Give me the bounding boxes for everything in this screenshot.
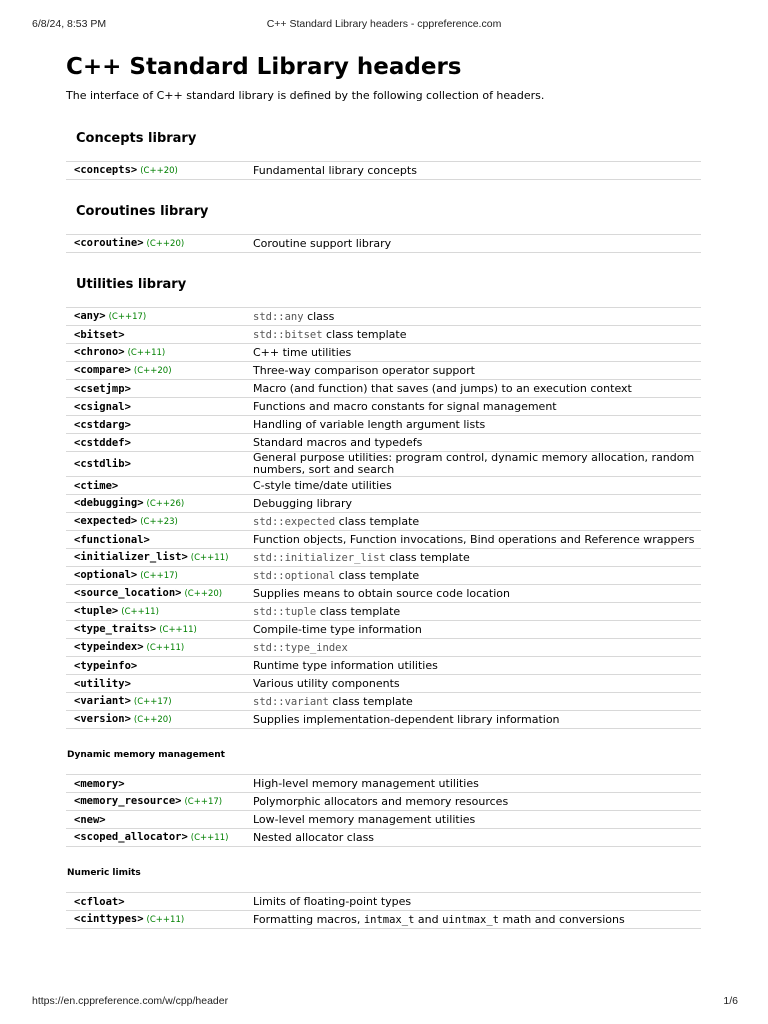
- version-badge: (C++23): [140, 517, 178, 527]
- version-badge: (C++11): [146, 643, 185, 653]
- table-row: [66, 416, 701, 434]
- header-name-cell: [66, 452, 245, 477]
- table-row: [66, 829, 701, 847]
- description-text: Fundamental library concepts: [253, 163, 417, 177]
- header-table: [66, 774, 701, 847]
- header-desc-cell: [245, 793, 701, 811]
- subsection-title: Numeric limits: [67, 868, 141, 878]
- table-row: [66, 911, 701, 929]
- header-desc-cell: [245, 621, 701, 639]
- header-name-cell: [66, 416, 245, 434]
- header-link[interactable]: <new>: [74, 813, 106, 826]
- header-table: [66, 161, 701, 180]
- header-name-cell: [66, 793, 245, 811]
- description-text: Formatting macros,: [253, 912, 364, 926]
- version-badge: (C++11): [190, 553, 229, 563]
- section-title: Utilities library: [76, 277, 187, 292]
- table-row: [66, 893, 701, 911]
- header-name-cell: [66, 911, 245, 929]
- header-name-cell: [66, 657, 245, 675]
- header-desc-cell: [245, 162, 701, 180]
- version-badge: (C++20): [146, 239, 185, 249]
- description-text: Low-level memory management utilities: [253, 812, 476, 826]
- std-link[interactable]: std::optional: [253, 569, 336, 582]
- header-desc-cell: [245, 495, 701, 513]
- print-header: [0, 18, 768, 32]
- header-name-cell: [66, 549, 245, 567]
- header-desc-cell: [245, 829, 701, 847]
- description-text: class template: [322, 327, 407, 341]
- header-link[interactable]: <variant>: [74, 695, 131, 707]
- table-row: [66, 657, 701, 675]
- version-badge: (C++17): [184, 797, 223, 807]
- header-desc-cell: [245, 452, 701, 477]
- header-name-cell: [66, 811, 245, 829]
- header-desc-cell: [245, 567, 701, 585]
- header-table: [66, 234, 701, 253]
- header-desc-cell: [245, 531, 701, 549]
- version-badge: (C++11): [127, 348, 166, 358]
- header-link[interactable]: <scoped_allocator>: [74, 831, 188, 843]
- version-badge: (C++17): [133, 697, 172, 707]
- header-link[interactable]: <concepts>: [74, 164, 138, 176]
- version-badge: (C++11): [121, 607, 159, 617]
- header-desc-cell: [245, 693, 701, 711]
- header-desc-cell: [245, 549, 701, 567]
- section-dynamic-memory: [66, 749, 706, 847]
- table-row: [66, 380, 701, 398]
- header-link[interactable]: <memory>: [74, 777, 125, 790]
- header-name-cell: [66, 398, 245, 416]
- header-link[interactable]: <type_traits>: [74, 623, 157, 635]
- header-desc-cell: [245, 416, 701, 434]
- header-link[interactable]: <bitset>: [74, 328, 125, 341]
- section-coroutines: [66, 204, 706, 253]
- header-name-cell: [66, 235, 245, 253]
- std-link[interactable]: std::expected: [253, 515, 336, 528]
- description-text: Standard macros and typedefs: [253, 435, 423, 449]
- header-link[interactable]: <any>: [74, 310, 106, 322]
- header-name-cell: [66, 675, 245, 693]
- table-row: [66, 531, 701, 549]
- description-text: Debugging library: [253, 496, 353, 510]
- print-page-number: 1/6: [723, 995, 738, 1007]
- header-table: [66, 892, 701, 929]
- header-link[interactable]: <csetjmp>: [74, 382, 131, 395]
- version-badge: (C++11): [146, 915, 185, 925]
- header-name-cell: [66, 477, 245, 495]
- header-desc-cell: [245, 585, 701, 603]
- header-link[interactable]: <source_location>: [74, 587, 182, 599]
- header-desc-cell: [245, 639, 701, 657]
- table-row: [66, 711, 701, 729]
- table-row: [66, 793, 701, 811]
- header-name-cell: [66, 585, 245, 603]
- table-row: [66, 162, 701, 180]
- table-row: [66, 639, 701, 657]
- header-desc-cell: [245, 657, 701, 675]
- header-link[interactable]: <cstdarg>: [74, 418, 131, 431]
- header-name-cell: [66, 162, 245, 180]
- header-link[interactable]: <csignal>: [74, 400, 131, 413]
- table-row: [66, 398, 701, 416]
- header-link[interactable]: <optional>: [74, 569, 138, 581]
- print-page-title: C++ Standard Library headers - cppreference.com: [266, 18, 502, 30]
- table-row: [66, 693, 701, 711]
- version-badge: (C++20): [140, 166, 178, 176]
- header-name-cell: [66, 344, 245, 362]
- std-link[interactable]: std::initializer_list: [253, 551, 386, 564]
- header-desc-cell: [245, 326, 701, 344]
- header-link[interactable]: <utility>: [74, 677, 131, 690]
- table-row: [66, 235, 701, 253]
- description-text: Runtime type information utilities: [253, 658, 438, 672]
- table-row: [66, 567, 701, 585]
- description-text: Compile-time type information: [253, 622, 422, 636]
- description-text: class template: [316, 604, 401, 618]
- header-link[interactable]: <version>: [74, 713, 131, 725]
- table-row: [66, 675, 701, 693]
- std-link[interactable]: std::variant: [253, 695, 329, 708]
- description-text: math and conversions: [499, 912, 625, 926]
- main-content: [66, 52, 706, 929]
- description-text: Nested allocator class: [253, 830, 375, 844]
- section-utilities: [66, 277, 706, 729]
- header-desc-cell: [245, 911, 701, 929]
- header-name-cell: [66, 434, 245, 452]
- header-name-cell: [66, 362, 245, 380]
- table-row: [66, 477, 701, 495]
- std-link[interactable]: std::type_index: [253, 641, 348, 654]
- header-link[interactable]: <chrono>: [74, 346, 125, 358]
- description-text: C-style time/date utilities: [253, 478, 392, 492]
- header-link[interactable]: <debugging>: [74, 497, 144, 509]
- section-title: Concepts library: [76, 131, 197, 146]
- header-desc-cell: [245, 434, 701, 452]
- section-concepts: [66, 131, 706, 180]
- version-badge: (C++26): [146, 499, 185, 509]
- header-name-cell: [66, 531, 245, 549]
- table-row: [66, 811, 701, 829]
- header-link[interactable]: <memory_resource>: [74, 795, 182, 807]
- header-link[interactable]: <expected>: [74, 515, 138, 527]
- description-text: class template: [335, 568, 420, 582]
- header-link[interactable]: <cstdlib>: [74, 458, 131, 470]
- header-name-cell: [66, 326, 245, 344]
- table-row: [66, 326, 701, 344]
- std-link[interactable]: std::tuple: [253, 605, 317, 618]
- header-name-cell: [66, 693, 245, 711]
- header-sections: [66, 131, 706, 929]
- header-desc-cell: [245, 344, 701, 362]
- table-row: [66, 434, 701, 452]
- header-link[interactable]: <compare>: [74, 364, 131, 376]
- version-badge: (C++20): [133, 715, 172, 725]
- header-link[interactable]: <typeindex>: [74, 641, 144, 653]
- header-name-cell: [66, 621, 245, 639]
- version-badge: (C++11): [159, 625, 197, 635]
- version-badge: (C++20): [133, 366, 172, 376]
- header-desc-cell: [245, 380, 701, 398]
- header-name-cell: [66, 603, 245, 621]
- header-name-cell: [66, 829, 245, 847]
- version-badge: (C++20): [184, 589, 223, 599]
- description-text: Three-way comparison operator support: [253, 363, 475, 377]
- header-table: [66, 307, 701, 729]
- table-row: [66, 344, 701, 362]
- header-name-cell: [66, 495, 245, 513]
- header-desc-cell: [245, 477, 701, 495]
- description-text: class: [303, 309, 335, 323]
- description-code: intmax_t: [363, 913, 415, 926]
- header-desc-cell: [245, 308, 701, 326]
- table-row: [66, 603, 701, 621]
- header-name-cell: [66, 711, 245, 729]
- print-footer: [0, 995, 768, 1009]
- print-url: https://en.cppreference.com/w/cpp/header: [32, 995, 229, 1007]
- table-row: [66, 775, 701, 793]
- description-text: and: [414, 912, 443, 926]
- description-text: Various utility components: [253, 676, 400, 690]
- header-desc-cell: [245, 513, 701, 531]
- header-desc-cell: [245, 362, 701, 380]
- section-numeric-limits: [66, 867, 706, 929]
- version-badge: (C++11): [190, 833, 229, 843]
- header-name-cell: [66, 775, 245, 793]
- description-text: class template: [328, 694, 413, 708]
- description-text: C++ time utilities: [253, 345, 352, 359]
- header-name-cell: [66, 567, 245, 585]
- header-name-cell: [66, 380, 245, 398]
- description-text: Macro (and function) that saves (and jumps) to an execution context: [253, 381, 632, 395]
- description-text: General purpose utilities: program control, dynamic memory allocation, random numbers, sort and search: [253, 451, 695, 476]
- description-text: class template: [385, 550, 470, 564]
- header-link[interactable]: <cinttypes>: [74, 913, 144, 925]
- description-text: Supplies implementation-dependent library information: [253, 712, 560, 726]
- description-text: High-level memory management utilities: [253, 776, 479, 790]
- description-text: Polymorphic allocators and memory resources: [253, 794, 509, 808]
- description-text: Handling of variable length argument lists: [253, 417, 486, 431]
- header-name-cell: [66, 893, 245, 911]
- table-row: [66, 585, 701, 603]
- version-badge: (C++17): [140, 571, 178, 581]
- header-link[interactable]: <tuple>: [74, 605, 119, 617]
- header-link[interactable]: <coroutine>: [74, 237, 144, 249]
- table-row: [66, 495, 701, 513]
- description-text: Limits of floating-point types: [253, 894, 412, 908]
- print-datetime: 6/8/24, 8:53 PM: [32, 18, 107, 30]
- intro-text: The interface of C++ standard library is defined by the following collection of headers.: [66, 89, 545, 102]
- description-text: Function objects, Function invocations, Bind operations and Reference wrappers: [253, 532, 695, 546]
- table-row: [66, 513, 701, 531]
- section-title: Coroutines library: [76, 204, 209, 219]
- header-desc-cell: [245, 811, 701, 829]
- header-desc-cell: [245, 603, 701, 621]
- header-name-cell: [66, 308, 245, 326]
- header-link[interactable]: <initializer_list>: [74, 551, 188, 563]
- page-title: C++ Standard Library headers: [66, 54, 462, 80]
- description-code: uintmax_t: [442, 913, 500, 926]
- description-text: class template: [335, 514, 420, 528]
- header-name-cell: [66, 639, 245, 657]
- header-name-cell: [66, 513, 245, 531]
- header-link[interactable]: <cstddef>: [74, 436, 131, 449]
- header-link[interactable]: <ctime>: [74, 479, 119, 492]
- header-desc-cell: [245, 675, 701, 693]
- header-desc-cell: [245, 398, 701, 416]
- header-link[interactable]: <cfloat>: [74, 895, 125, 908]
- table-row: [66, 549, 701, 567]
- header-link[interactable]: <typeinfo>: [74, 659, 138, 672]
- table-row: [66, 621, 701, 639]
- description-text: Functions and macro constants for signal management: [253, 399, 557, 413]
- std-link[interactable]: std::bitset: [253, 328, 323, 341]
- header-desc-cell: [245, 711, 701, 729]
- table-row: [66, 308, 701, 326]
- description-text: Supplies means to obtain source code location: [253, 586, 510, 600]
- std-link[interactable]: std::any: [253, 310, 304, 323]
- subsection-title: Dynamic memory management: [67, 750, 225, 760]
- description-text: Coroutine support library: [253, 236, 392, 250]
- version-badge: (C++17): [108, 312, 147, 322]
- header-link[interactable]: <functional>: [74, 533, 150, 546]
- table-row: [66, 362, 701, 380]
- table-row: [66, 452, 701, 477]
- header-desc-cell: [245, 235, 701, 253]
- header-desc-cell: [245, 775, 701, 793]
- header-desc-cell: [245, 893, 701, 911]
